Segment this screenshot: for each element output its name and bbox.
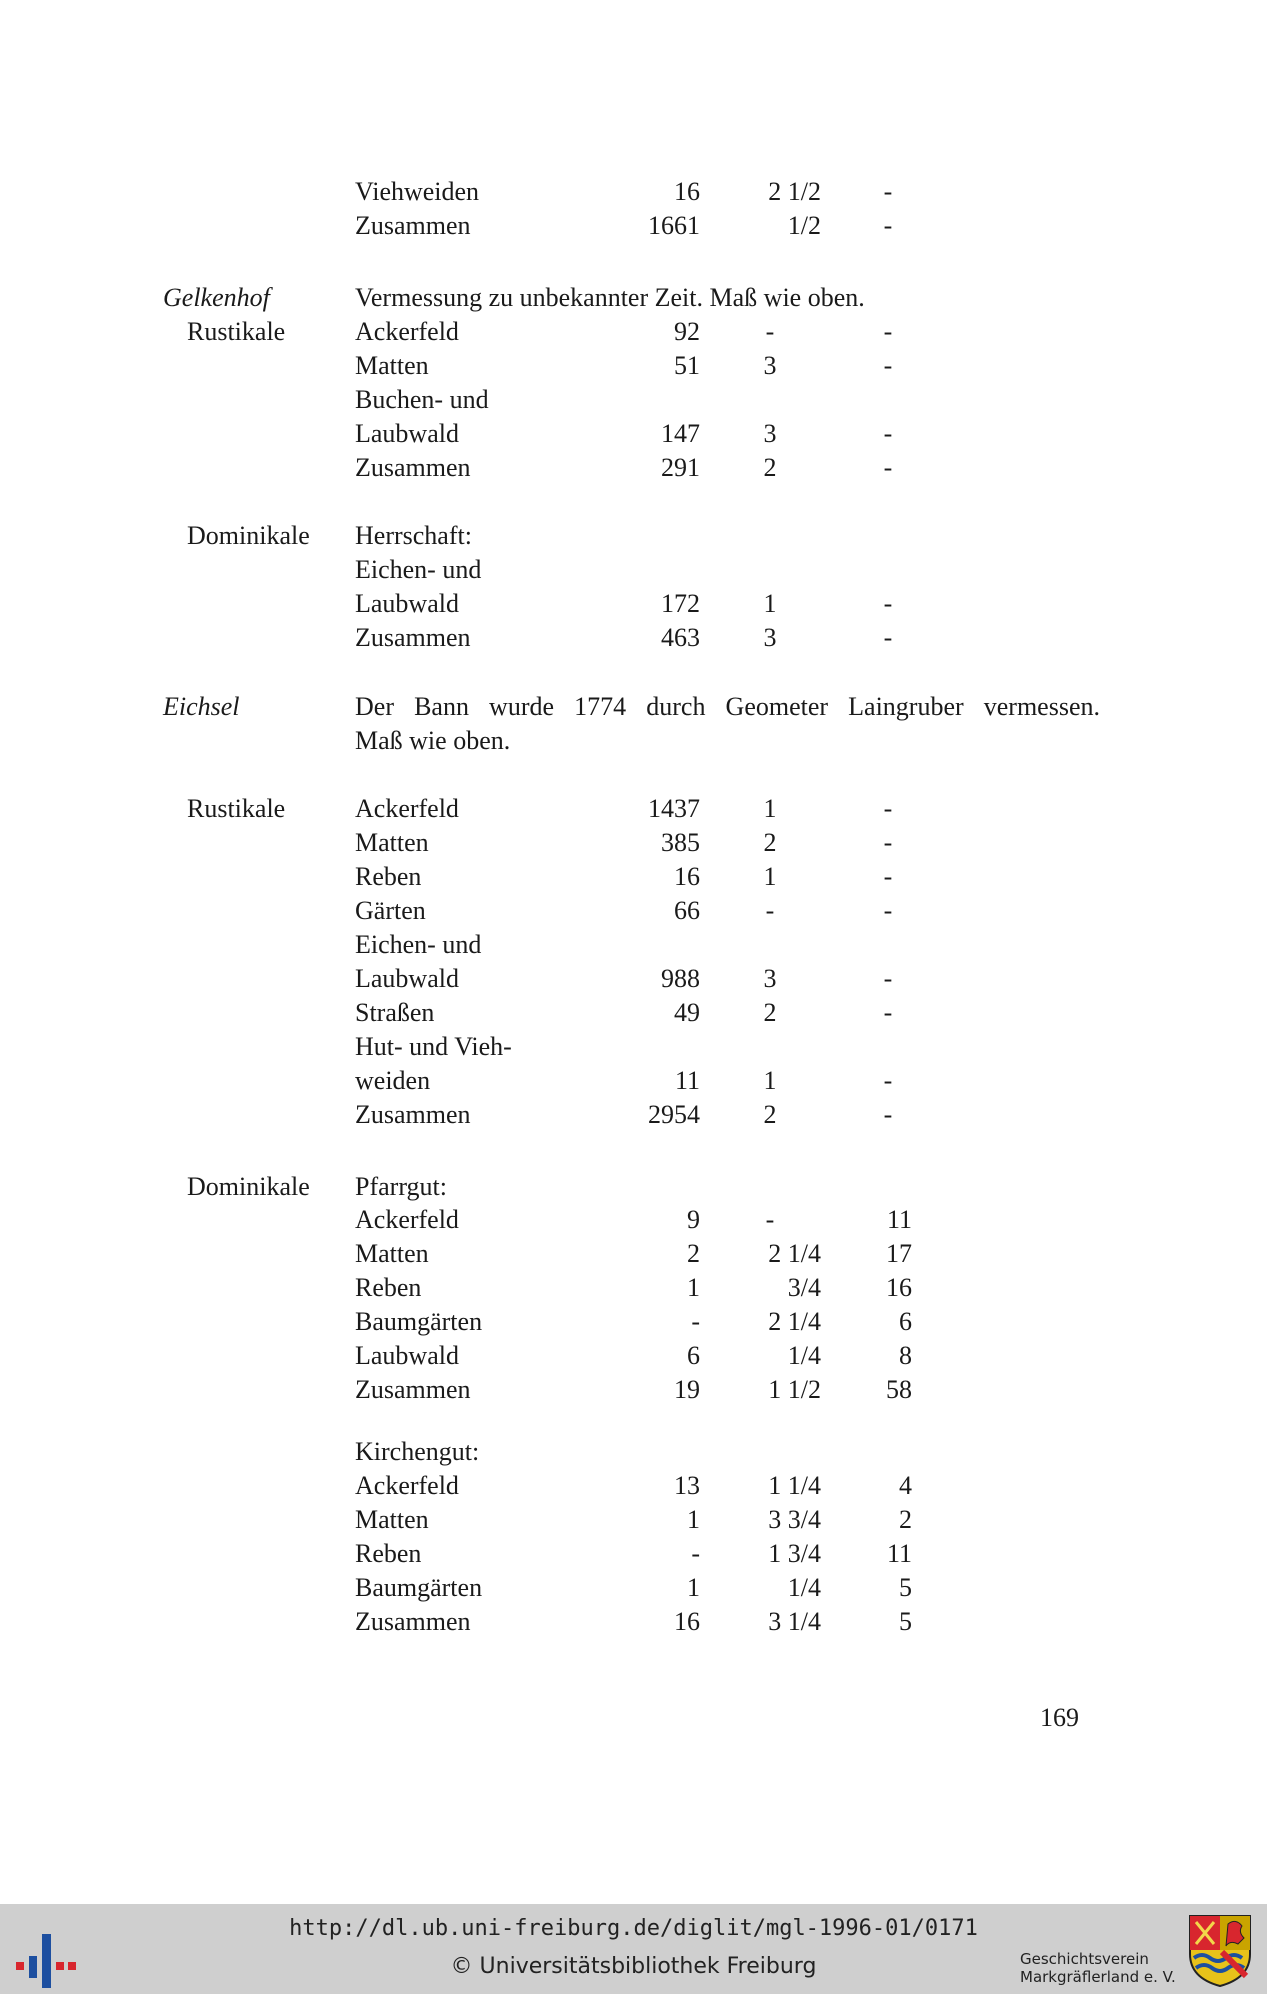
- row-value-3: -: [883, 453, 893, 482]
- row-value-3: 58: [886, 1375, 912, 1404]
- row-label: Zusammen: [355, 1607, 471, 1636]
- row-label: Herrschaft:: [355, 521, 472, 550]
- row-value-3: -: [883, 998, 893, 1027]
- row-value-3: -: [883, 317, 893, 346]
- row-value-3: -: [883, 828, 893, 857]
- row-value-1: 1661: [648, 211, 700, 240]
- row-value-2: 3 3/4: [768, 1505, 821, 1534]
- category-heading: Rustikale: [187, 794, 286, 823]
- row-label: Ackerfeld: [355, 794, 459, 823]
- row-value-2: 2: [763, 998, 777, 1027]
- row-value-3: -: [883, 623, 893, 652]
- society-line-1: Geschichtsverein: [1020, 1950, 1149, 1968]
- row-value-3: 17: [886, 1239, 912, 1268]
- row-value-3: -: [883, 862, 893, 891]
- society-line-2: Markgräflerland e. V.: [1020, 1968, 1176, 1986]
- row-value-3: -: [883, 1100, 893, 1129]
- row-value-2: 1/4: [787, 1573, 821, 1602]
- row-value-1: -: [691, 1307, 700, 1336]
- intro-text: Vermessung zu unbekannter Zeit. Maß wie oben.: [355, 283, 865, 312]
- row-label: Baumgärten: [355, 1307, 483, 1336]
- row-label: Gärten: [355, 896, 426, 925]
- row-value-1: 1437: [648, 794, 700, 823]
- row-value-1: 16: [674, 177, 700, 206]
- intro-text: Der Bann wurde 1774 durch Geometer Laingruber vermessen.: [355, 692, 1100, 721]
- row-value-1: 291: [661, 453, 700, 482]
- row-value-1: 16: [674, 1607, 700, 1636]
- row-value-3: -: [883, 794, 893, 823]
- row-value-3: -: [883, 211, 893, 240]
- footer-url-link[interactable]: http://dl.ub.uni-freiburg.de/diglit/mgl-1996-01/0171: [289, 1916, 978, 1941]
- row-label: Zusammen: [355, 211, 471, 240]
- row-label: Reben: [355, 1539, 422, 1568]
- category-heading: Dominikale: [187, 521, 310, 550]
- row-value-1: 51: [674, 351, 700, 380]
- row-value-3: 8: [899, 1341, 912, 1370]
- row-value-2: 1/2: [787, 211, 821, 240]
- place-heading: Eichsel: [163, 692, 240, 721]
- row-value-1: 1: [687, 1273, 700, 1302]
- footer-bar: [0, 1904, 1267, 1994]
- row-value-1: 11: [674, 1066, 700, 1095]
- row-value-3: 6: [899, 1307, 912, 1336]
- row-value-2: 2: [763, 1100, 777, 1129]
- row-value-2: 3: [763, 623, 777, 652]
- footer-society-name: [1020, 1950, 1176, 1986]
- row-value-2: 1: [763, 862, 777, 891]
- row-value-2: 3/4: [787, 1273, 821, 1302]
- row-label: Buchen- und: [355, 385, 489, 414]
- row-label: Matten: [355, 1239, 429, 1268]
- row-value-1: 147: [661, 419, 700, 448]
- place-heading: Gelkenhof: [163, 283, 270, 312]
- category-heading: Rustikale: [187, 317, 286, 346]
- row-value-1: 13: [674, 1471, 700, 1500]
- sub-heading: Pfarrgut:: [355, 1172, 447, 1201]
- row-value-2: 1/4: [787, 1341, 821, 1370]
- row-value-1: 9: [687, 1205, 700, 1234]
- row-label: Baumgärten: [355, 1573, 483, 1602]
- row-label: Ackerfeld: [355, 317, 459, 346]
- row-value-1: 463: [661, 623, 700, 652]
- row-label: Hut- und Vieh-: [355, 1032, 512, 1061]
- row-label: Zusammen: [355, 1375, 471, 1404]
- row-label: Viehweiden: [355, 177, 480, 206]
- row-value-2: 1: [763, 794, 777, 823]
- row-value-2: 3: [763, 419, 777, 448]
- row-value-2: 1 3/4: [768, 1539, 821, 1568]
- intro-text: Maß wie oben.: [355, 726, 511, 755]
- row-value-3: -: [883, 964, 893, 993]
- row-value-3: -: [883, 896, 893, 925]
- row-value-3: -: [883, 589, 893, 618]
- row-label: Ackerfeld: [355, 1205, 459, 1234]
- row-value-3: -: [883, 177, 893, 206]
- row-value-1: 6: [687, 1341, 700, 1370]
- page-number: 169: [1040, 1703, 1079, 1732]
- row-label: Ackerfeld: [355, 1471, 459, 1500]
- row-value-3: 5: [899, 1607, 912, 1636]
- row-label: Laubwald: [355, 964, 459, 993]
- row-label: weiden: [355, 1066, 431, 1095]
- row-value-2: -: [765, 896, 775, 925]
- row-label: Zusammen: [355, 1100, 471, 1129]
- row-label: Zusammen: [355, 453, 471, 482]
- row-value-3: -: [883, 1066, 893, 1095]
- footer-copyright: © Universitätsbibliothek Freiburg: [450, 1954, 817, 1979]
- row-label: Matten: [355, 1505, 429, 1534]
- row-value-2: 3: [763, 964, 777, 993]
- row-value-2: 1: [763, 1066, 777, 1095]
- row-label: Straßen: [355, 998, 435, 1027]
- row-value-2: -: [765, 317, 775, 346]
- row-value-1: 16: [674, 862, 700, 891]
- row-value-1: 172: [661, 589, 700, 618]
- row-value-3: -: [883, 419, 893, 448]
- row-value-3: -: [883, 351, 893, 380]
- row-value-2: 2 1/4: [768, 1307, 821, 1336]
- row-value-1: 385: [661, 828, 700, 857]
- row-value-2: 1 1/4: [768, 1471, 821, 1500]
- row-value-2: 2 1/2: [768, 177, 821, 206]
- row-value-1: 2954: [648, 1100, 700, 1129]
- row-label: Zusammen: [355, 623, 471, 652]
- row-label: Laubwald: [355, 589, 459, 618]
- row-label: Laubwald: [355, 1341, 459, 1370]
- row-value-1: 1: [687, 1505, 700, 1534]
- row-value-3: 2: [899, 1505, 912, 1534]
- row-value-3: 4: [899, 1471, 912, 1500]
- row-value-3: 5: [899, 1573, 912, 1602]
- row-value-2: 2 1/4: [768, 1239, 821, 1268]
- row-value-2: 3: [763, 351, 777, 380]
- row-value-1: 1: [687, 1573, 700, 1602]
- row-value-2: 1 1/2: [768, 1375, 821, 1404]
- row-value-2: 2: [763, 828, 777, 857]
- row-value-1: 2: [687, 1239, 700, 1268]
- row-value-1: 19: [674, 1375, 700, 1404]
- row-label: Laubwald: [355, 419, 459, 448]
- row-label: Eichen- und: [355, 555, 482, 584]
- row-value-2: 1: [763, 589, 777, 618]
- row-label: Reben: [355, 1273, 422, 1302]
- row-value-2: 3 1/4: [768, 1607, 821, 1636]
- row-value-3: 16: [886, 1273, 912, 1302]
- sub-heading: Kirchengut:: [355, 1437, 480, 1466]
- row-label: Reben: [355, 862, 422, 891]
- row-value-1: 66: [674, 896, 700, 925]
- row-label: Eichen- und: [355, 930, 482, 959]
- society-coat-of-arms-icon[interactable]: [1188, 1914, 1252, 1988]
- row-label: Matten: [355, 351, 429, 380]
- row-value-1: 49: [674, 998, 700, 1027]
- row-value-2: -: [765, 1205, 775, 1234]
- row-value-1: -: [691, 1539, 700, 1568]
- row-value-3: 11: [886, 1205, 912, 1234]
- row-value-3: 11: [886, 1539, 912, 1568]
- row-label: Matten: [355, 828, 429, 857]
- row-value-2: 2: [763, 453, 777, 482]
- row-value-1: 92: [674, 317, 700, 346]
- row-value-1: 988: [661, 964, 700, 993]
- category-heading: Dominikale: [187, 1172, 310, 1201]
